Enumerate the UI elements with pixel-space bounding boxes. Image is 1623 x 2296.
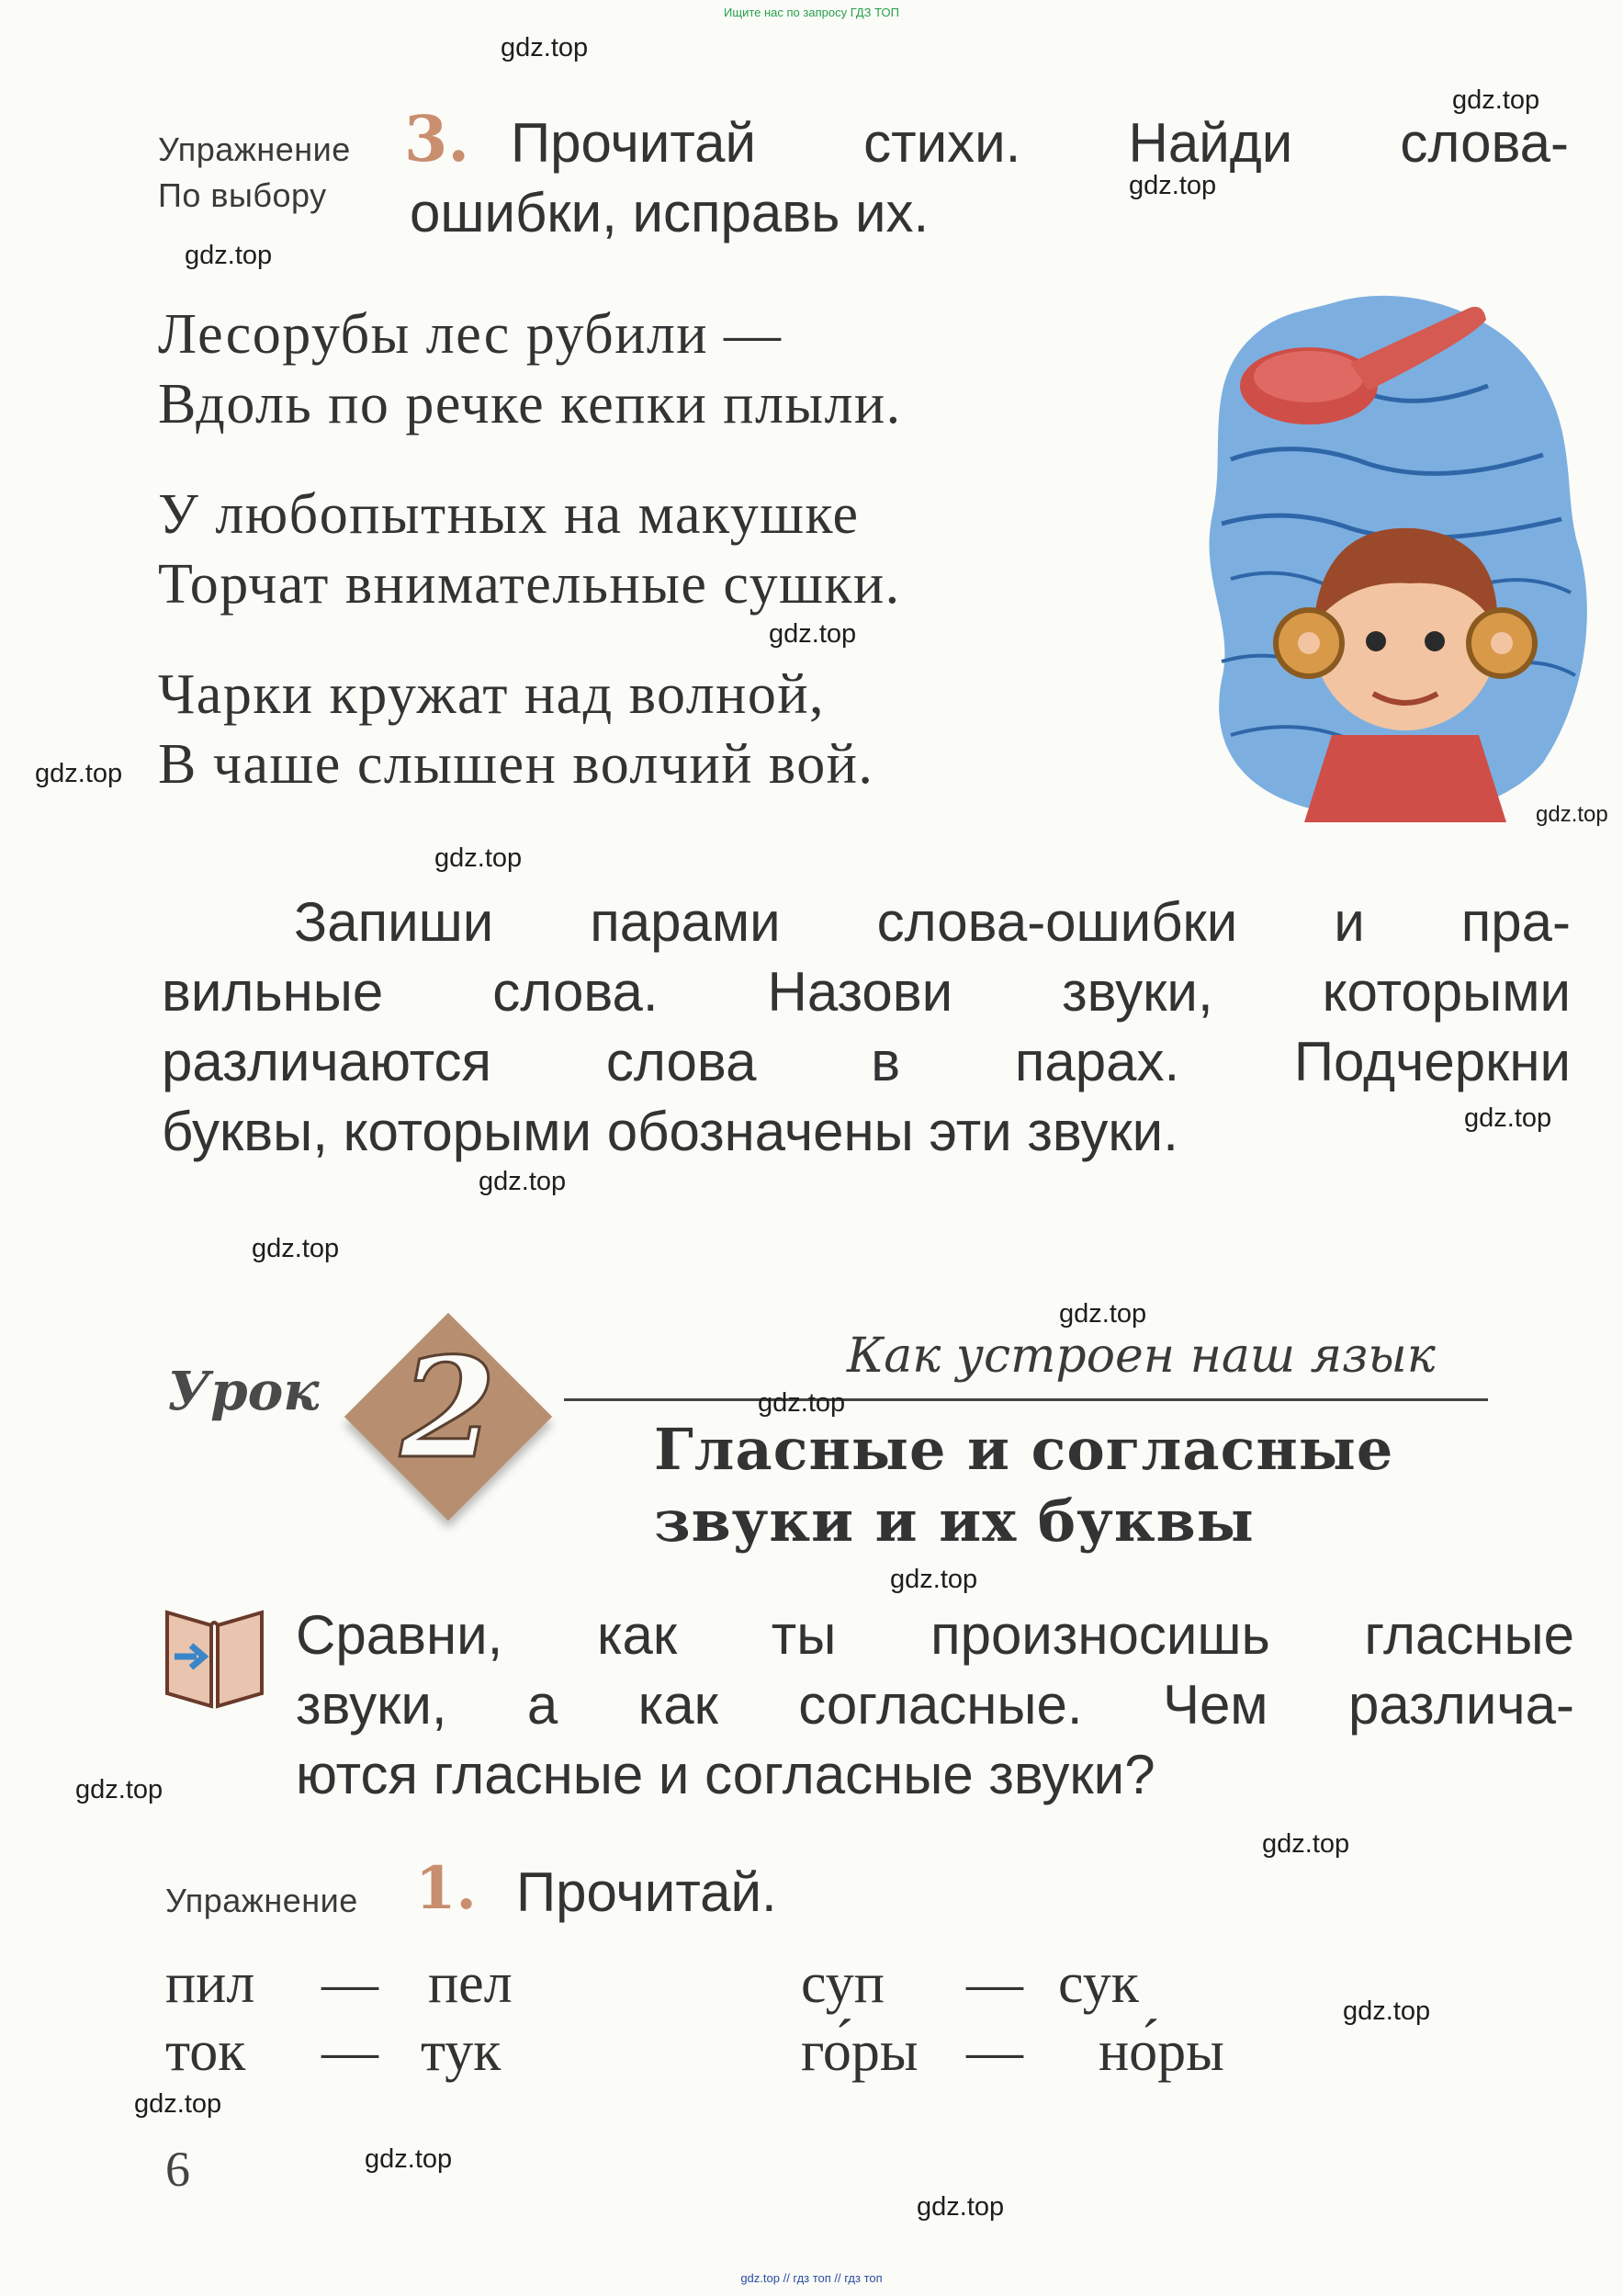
- pair-word: тук: [421, 2020, 502, 2083]
- poem-line: У любопытных на макушке: [158, 483, 860, 546]
- watermark: gdz.top: [185, 241, 273, 270]
- bottom-note: gdz.top // гдз топ // гдз топ: [740, 2271, 883, 2285]
- top-note: Ищите нас по запросу ГДЗ ТОП: [724, 6, 899, 19]
- watermark: gdz.top: [1059, 1299, 1147, 1329]
- watermark: gdz.top: [1343, 1996, 1431, 2026]
- pair-word: сук: [1058, 1952, 1139, 2015]
- compare-line: ются гласные и согласные звуки?: [296, 1744, 1155, 1805]
- lesson-subtitle: Как устроен наш язык: [847, 1329, 1436, 1384]
- pair-word: но́ры: [1099, 2020, 1224, 2083]
- instruction-line: вильные слова. Назови звуки, которыми: [162, 961, 1571, 1023]
- exercise-task-line1: Прочитай стихи. Найди слова-: [511, 112, 1569, 174]
- lesson-title-line2: звуки и их буквы: [654, 1487, 1255, 1555]
- watermark: gdz.top: [35, 759, 123, 788]
- pair-word: суп: [801, 1952, 885, 2015]
- pair-dash: —: [966, 2020, 1023, 2083]
- compare-line: звуки, а как согласные. Чем различа-: [296, 1674, 1574, 1736]
- boy-in-water-illustration: [1194, 276, 1598, 822]
- exercise-label-choice: По выбору: [158, 176, 327, 214]
- exercise-label: Упражнение: [158, 130, 351, 168]
- watermark: gdz.top: [1262, 1829, 1350, 1859]
- page-number: 6: [165, 2142, 190, 2197]
- instruction-line: буквы, которыми обозначены эти звуки.: [162, 1101, 1178, 1162]
- poem-line: Торчат внимательные сушки.: [158, 553, 901, 616]
- lesson-number: 2: [400, 1328, 497, 1489]
- exercise-number: 3.: [404, 103, 469, 176]
- poem-line: Лесорубы лес рубили —: [158, 303, 783, 366]
- pair-word: пел: [428, 1952, 513, 2015]
- pair-dash: —: [321, 1952, 378, 2015]
- watermark: gdz.top: [75, 1775, 163, 1804]
- exercise-task-line2: ошибки, исправь их.: [410, 182, 930, 243]
- instruction-line: Запиши парами слова-ошибки и пра-: [294, 891, 1571, 953]
- watermark: gdz.top: [501, 33, 589, 62]
- book-arrow-icon: [162, 1603, 267, 1712]
- pair-word: ток: [165, 2020, 246, 2083]
- lesson-title-line1: Гласные и согласные: [654, 1416, 1394, 1483]
- watermark: gdz.top: [1452, 85, 1540, 115]
- pair-dash: —: [321, 2020, 378, 2083]
- watermark: gdz.top: [134, 2089, 222, 2119]
- pair-word: пил: [165, 1952, 255, 2015]
- watermark: gdz.top: [758, 1388, 846, 1418]
- watermark: gdz.top: [1464, 1103, 1552, 1133]
- watermark: gdz.top: [1129, 171, 1217, 200]
- poem-line: Чарки кружат над волной,: [158, 663, 826, 726]
- poem-line: Вдоль по речке кепки плыли.: [158, 373, 902, 435]
- watermark: gdz.top: [365, 2144, 453, 2174]
- watermark: gdz.top: [252, 1234, 340, 1263]
- watermark: gdz.top: [479, 1167, 567, 1196]
- pair-word: го́ры: [801, 2020, 919, 2083]
- watermark: gdz.top: [769, 619, 857, 649]
- exercise1-number: 1.: [415, 1854, 477, 1923]
- poem-line: В чаше слышен волчий вой.: [158, 733, 874, 796]
- pair-dash: —: [966, 1952, 1023, 2015]
- watermark: gdz.top: [1536, 802, 1608, 827]
- lesson-number-badge: [345, 1314, 551, 1520]
- instruction-line: различаются слова в парах. Подчеркни: [162, 1031, 1571, 1092]
- exercise1-task: Прочитай.: [516, 1861, 777, 1923]
- watermark: gdz.top: [890, 1565, 978, 1594]
- lesson-label: Урок: [167, 1360, 320, 1422]
- watermark: gdz.top: [917, 2192, 1005, 2222]
- watermark: gdz.top: [434, 843, 523, 873]
- lesson-divider: [564, 1398, 1488, 1401]
- compare-line: Сравни, как ты произносишь гласные: [296, 1604, 1574, 1666]
- exercise1-label: Упражнение: [165, 1882, 358, 1919]
